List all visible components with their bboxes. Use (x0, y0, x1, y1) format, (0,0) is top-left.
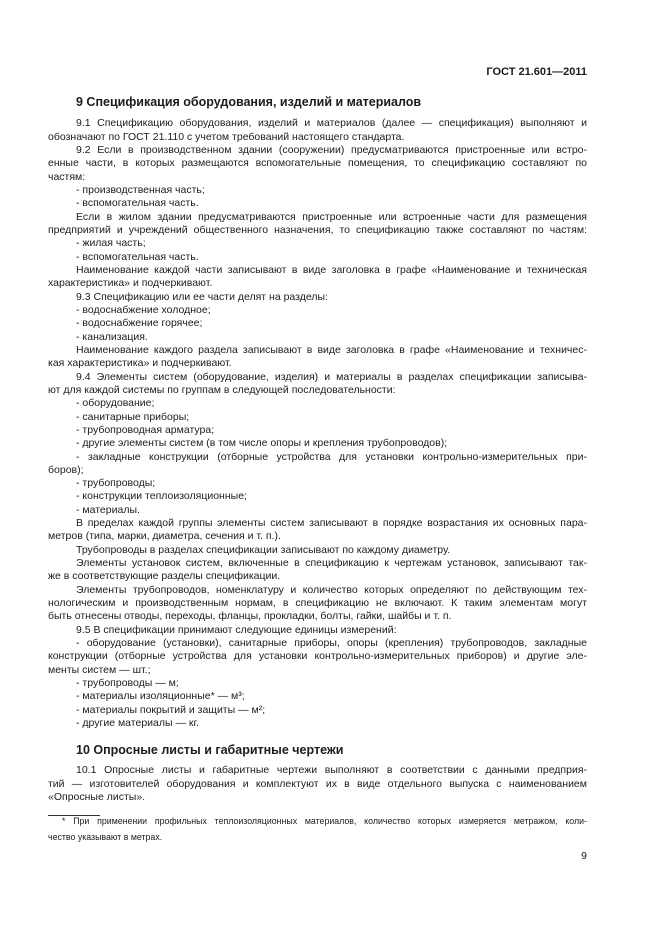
list-item: - конструкции теплоизоляционные; (76, 490, 247, 503)
list-item: - другие элементы систем (в том числе опоры и крепления трубопроводов); (76, 437, 448, 450)
text-line: ют для каждой системы по группам в следующей последовательности: (48, 383, 396, 396)
footnote-line: чество указывают в метрах. (48, 831, 163, 842)
text-line: «Опросные листы». (48, 790, 146, 803)
paragraph (48, 557, 587, 584)
paragraph (48, 264, 587, 291)
section-heading-10: 10 Опросные листы и габаритные чертежи (76, 743, 344, 757)
section-9-body (48, 117, 587, 730)
text-line: кая характеристика» и подчеркивают. (48, 357, 232, 370)
paragraph (48, 344, 587, 371)
text-line: боров); (48, 463, 84, 476)
paragraph (48, 517, 587, 544)
text-line: тий — изготовителей оборудования и комплектуют их в виде отдельного выпуска с наименованием (48, 777, 587, 790)
text-line: частям: (48, 170, 86, 183)
text-line: В пределах каждой группы элементы систем записывают в порядке возрастания их основных пара- (76, 517, 587, 530)
paragraph (48, 211, 587, 238)
text-line: - закладные конструкции (отборные устройства для установки контрольно-измерительных при- (76, 450, 587, 463)
text-line: нологическим и производственным нормам, в спецификацию не включают. К таким элементам могут (48, 597, 587, 610)
clause-9-2 (48, 144, 587, 184)
text-line: - оборудование (установки), санитарные приборы, опоры (крепления) трубопроводов, закладные (76, 637, 587, 650)
text-line: Элементы установок систем, включенные в спецификацию к чертежам установок, записывают так- (76, 557, 587, 570)
footnote (48, 814, 587, 845)
text-line: предприятий и учреждений общественного назначения, то спецификацию также составляют по частям: (48, 223, 587, 236)
text-line: енные части, в которых размещаются вспомогательные помещения, то спецификацию составляют по (48, 157, 587, 170)
text-line: метров (типа, марки, диаметра, сечения и т. п.). (48, 530, 281, 543)
list-item: - трубопроводы; (76, 477, 156, 490)
paragraph (48, 584, 587, 624)
list-item: - производственная часть; (76, 183, 205, 196)
section-10-body (48, 764, 587, 804)
text-line: Наименование каждой части записывают в виде заголовка в графе «Наименование и техническая (76, 263, 587, 276)
list-item: - материалы покрытий и защиты — м²; (76, 703, 266, 716)
footnote-line: * При применении профильных теплоизоляционных материалов, количество которых измеряется метражом, коли- (62, 816, 587, 826)
text-line: 9.1 Спецификацию оборудования, изделий и материалов (далее — спецификация) выполняют и (76, 117, 587, 130)
paragraph: Трубопроводы в разделах спецификации записывают по каждому диаметру. (76, 543, 451, 556)
clause-10-1 (48, 764, 587, 804)
list-item: - водоснабжение холодное; (76, 303, 211, 316)
text-line: же в соответствующие разделы спецификации. (48, 570, 281, 583)
text-line: быть отнесены отводы, переходы, фланцы, прокладки, болты, гайки, шайбы и т. п. (48, 610, 452, 623)
clause-9-4 (48, 371, 587, 398)
list-item: - материалы изоляционные* — м³; (76, 690, 245, 703)
clause-9-1 (48, 117, 587, 144)
text-line: менты систем — шт.; (48, 663, 151, 676)
text-line: Наименование каждого раздела записывают в виде заголовка в графе «Наименование и техничес- (76, 343, 587, 356)
text-line: 9.4 Элементы систем (оборудование, изделия) и материалы в разделах спецификации записыва- (76, 370, 587, 383)
document-code: ГОСТ 21.601—2011 (486, 66, 587, 78)
list-item: - санитарные приборы; (76, 410, 190, 423)
list-item: - водоснабжение горячее; (76, 317, 203, 330)
clause-9-3: 9.3 Спецификацию или ее части делят на разделы: (76, 290, 328, 303)
text-line: 9.2 Если в производственном здании (сооружении) предусматриваются пристроенные или встро- (76, 143, 587, 156)
text-line: характеристика» и подчеркивают. (48, 277, 213, 290)
text-line: обозначают по ГОСТ 21.110 с учетом требований настоящего стандарта. (48, 130, 405, 143)
text-line: конструкции (отборные устройства для установки контрольно-измерительных приборов) и другие эле- (48, 650, 587, 663)
text-line: Элементы трубопроводов, номенклатуру и количество которых определяют по действующим тех- (76, 583, 587, 596)
clause-9-5: 9.5 В спецификации принимают следующие единицы измерений: (76, 623, 397, 636)
list-item (48, 637, 587, 677)
list-item: - другие материалы — кг. (76, 717, 199, 730)
text-line: 10.1 Опросные листы и габаритные чертежи выполняют в соответствии с данными предприя- (76, 764, 587, 777)
list-item: - жилая часть; (76, 237, 146, 250)
text-line: Если в жилом здании предусматриваются пристроенные или встроенные части для размещения (76, 210, 587, 223)
section-heading-9: 9 Спецификация оборудования, изделий и материалов (76, 95, 422, 109)
list-item: - трубопроводы — м; (76, 677, 179, 690)
list-item: - трубопроводная арматура; (76, 423, 215, 436)
list-item: - вспомогательная часть. (76, 250, 199, 263)
list-item: - канализация. (76, 330, 148, 343)
list-item (48, 451, 587, 478)
list-item: - оборудование; (76, 397, 155, 410)
list-item: - материалы. (76, 503, 140, 516)
page-number: 9 (581, 850, 587, 862)
list-item: - вспомогательная часть. (76, 197, 199, 210)
